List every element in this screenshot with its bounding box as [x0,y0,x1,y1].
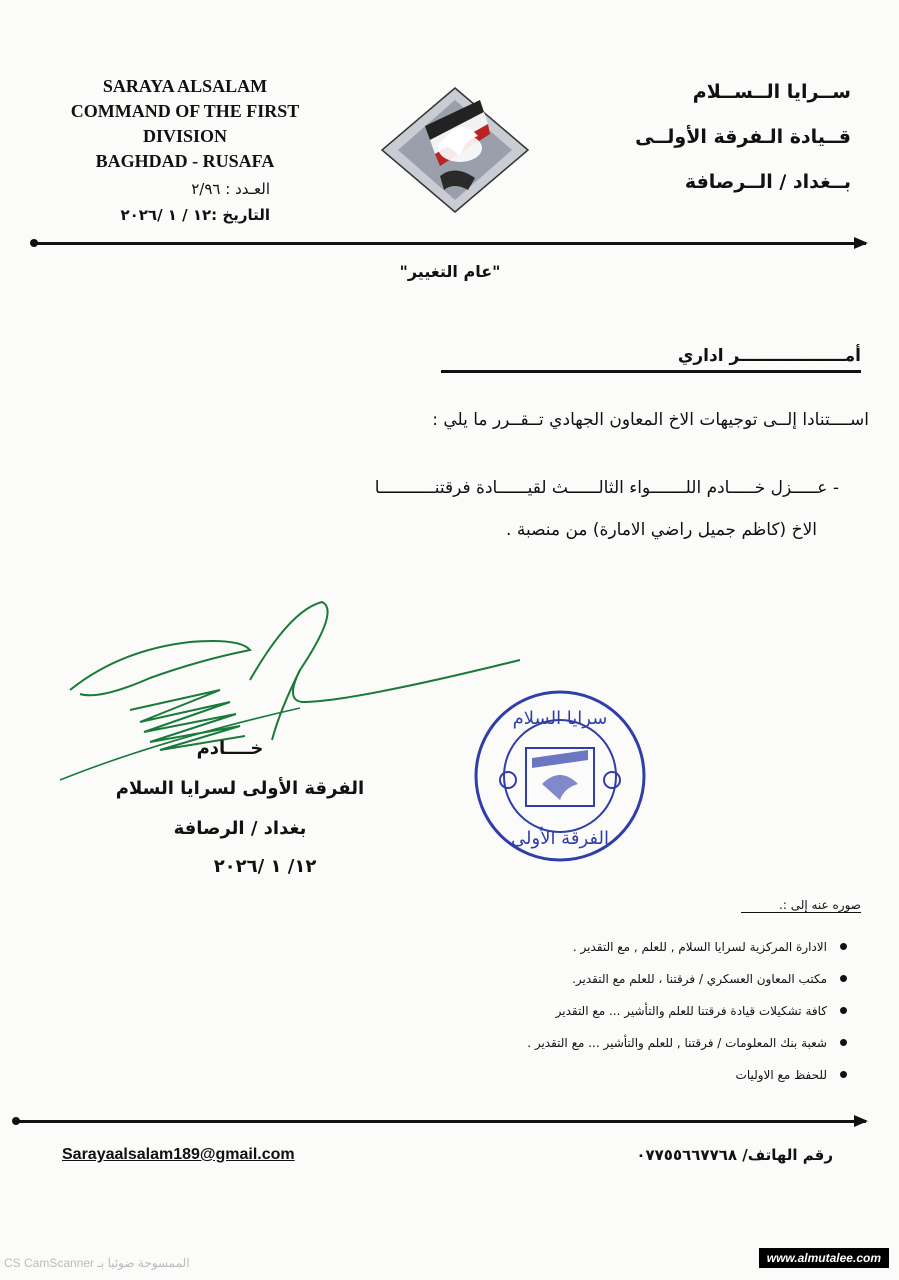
document-date: التاريخ :١٢ / ١ /٢٠٢٦ [120,206,270,224]
org-name-ar: ســرايا الــســلام [692,81,851,103]
cc-list [369,936,849,1096]
header-divider [32,242,866,245]
footer-divider [14,1120,866,1123]
handwritten-signature [40,590,540,790]
command-ar: قــيادة الـفرقة الأولــى [635,126,851,148]
saraya-logo [380,86,530,214]
contact-phone: رقم الهاتف/ ٠٧٧٥٥٦٦٧٧٦٨ [636,1146,833,1164]
stamp-bottom-text: الفرقة الأولى [511,828,609,849]
org-name-en: SARAYA ALSALAM [102,76,268,96]
order-item-line-2: الاخ (كاظم جميل راضي الامارة) من منصبة . [506,520,817,540]
official-stamp [472,688,648,864]
year-slogan: "عام التغيير" [399,262,501,281]
division-en: DIVISION [142,126,228,146]
cc-item: شعبة بنك المعلومات / فرقتنا , للعلم والتأشير ... مع التقدير . [369,1032,849,1064]
command-en: COMMAND OF THE FIRST [70,101,300,121]
cc-item: كافة تشكيلات قيادة فرقتنا للعلم والتأشير ... مع التقدير [369,1000,849,1032]
document-number: العـدد : ٢/٩٦ [191,180,270,198]
order-intro: اســــتنادا إلــى توجيهات الاخ المعاون الجهادي تــقــرر ما يلي : [432,410,869,430]
stamp-top-text: سرايا السلام [512,708,608,729]
scanner-watermark: CS CamScanner الممسوحة ضوئيا بـ [4,1256,190,1270]
header-english [40,74,330,174]
order-title: أمــــــــــــــــــر اداري [441,346,861,373]
location-en: BAGHDAD - RUSAFA [95,151,275,171]
header-arabic [561,70,851,205]
signature-date: ١٢/ ١ /٢٠٢٦ [213,856,317,877]
order-item-line-1: - عـــــزل خـــــادم اللـــــــواء الثالــــــث لقيــــــادة فرقتنـــــــــــا [374,478,839,498]
cc-item: مكتب المعاون العسكري / فرقتنا ، للعلم مع التقدير. [369,968,849,1000]
cc-heading: صوره عنه إلى :. [741,898,861,913]
location-ar: بــغداد / الــرصافة [684,171,851,193]
signatory-unit: الفرقة الأولى لسرايا السلام [115,778,365,799]
signatory-title: خــــادم [196,738,264,759]
site-watermark: www.almutalee.com [759,1248,889,1268]
cc-item: الادارة المركزية لسرايا السلام , للعلم , مع التقدير . [369,936,849,968]
contact-email[interactable]: Sarayaalsalam189@gmail.com [62,1146,295,1163]
signatory-location: بغداد / الرصافة [173,818,307,839]
cc-item: للحفظ مع الاوليات [369,1064,849,1096]
